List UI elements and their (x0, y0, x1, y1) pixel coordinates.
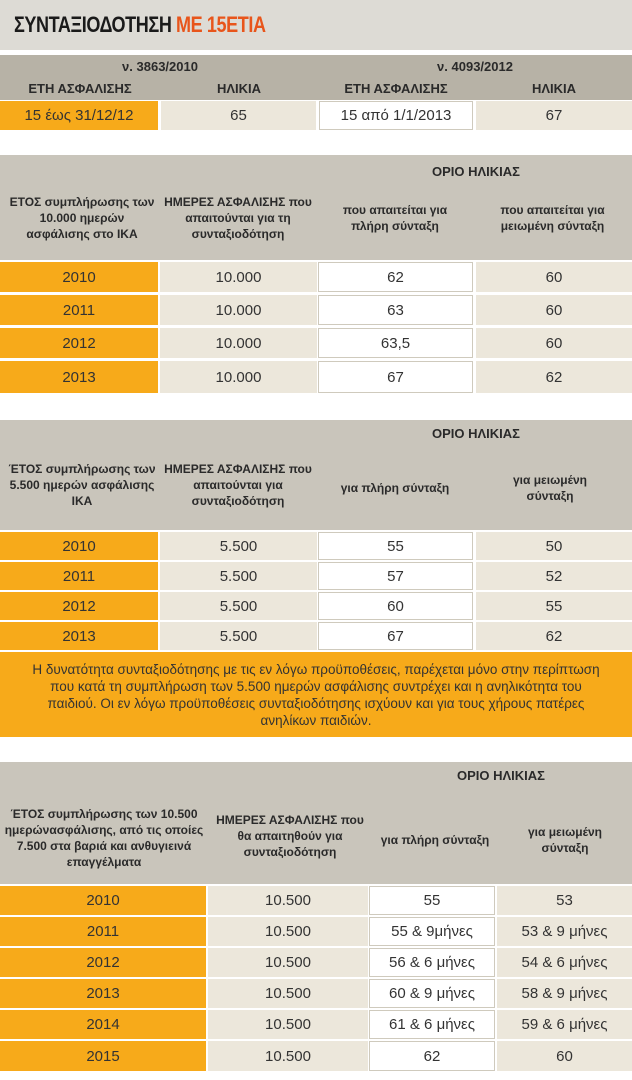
table4-reduced: 54 & 6 μήνες (497, 948, 632, 977)
table4-col-year: ΈΤΟΣ συμπλήρωσης των 10.500 ημερώνασφάλισης, από τις οποίες 7.500 στα βαριά και ανθυγιεινά επαγγέλματα (4, 807, 204, 869)
table3-reduced: 50 (476, 532, 632, 560)
table4-full: 61 & 6 μήνες (369, 1010, 495, 1039)
table1-col-years-left: ΕΤΗ ΑΣΦΑΛΙΣΗΣ (28, 81, 132, 96)
table4-days: 10.500 (208, 1010, 368, 1039)
table2-col-year: ΕΤΟΣ συμπλήρωσης των 10.000 ημερών ασφάλισης στο ΙΚΑ (9, 195, 155, 241)
table2-year: 2012 (0, 328, 158, 358)
table2-age-limit: ΟΡΙΟ ΗΛΙΚΙΑΣ (432, 164, 520, 179)
table2-full: 67 (318, 361, 473, 393)
table4-full: 55 (369, 886, 495, 915)
table1-col-years-right: ΕΤΗ ΑΣΦΑΛΙΣΗΣ (344, 81, 448, 96)
table3-note: Η δυνατότητα συνταξιοδότησης με τις εν λόγω προϋποθέσεις, παρέχεται μόνο στην περίπτωση που κατά τη συμπλήρωση των 5.500 ημερών ασφάλισης συντρέχει και η ανηλικότητα του παιδιού. Οι εν λόγω προϋποθέσεις συνταξιοδότησης ισχύουν και για τους χήρους πατέρες ανηλίκων παιδιών. (0, 652, 632, 737)
table1-law-left: ν. 3863/2010 (122, 59, 198, 74)
table3-days: 5.500 (160, 622, 317, 650)
table1-years-left: 15 έως 31/12/12 (0, 101, 158, 130)
table4-col-reduced: για μειωμένη σύνταξη (528, 825, 602, 855)
table3-col-days: ΗΜΕΡΕΣ ΑΣΦΑΛΙΣΗΣ που απαιτούνται για συνταξιοδότηση (164, 462, 312, 508)
table4-col-full: για πλήρη σύνταξη (380, 833, 490, 847)
table2-col-full: που απαιτείται για πλήρη σύνταξη (342, 203, 448, 233)
table4-year: 2012 (0, 948, 206, 977)
table3-col-year: ΈΤΟΣ συμπλήρωσης των 5.500 ημερών ασφάλισης ΙΚΑ (8, 462, 156, 508)
table2-reduced: 60 (476, 328, 632, 358)
table2-full: 63,5 (318, 328, 473, 358)
table2-year: 2010 (0, 262, 158, 292)
table2-reduced: 62 (476, 361, 632, 393)
title-accent: ΜΕ 15ΕΤΙΑ (176, 12, 266, 37)
table1-age-right: 67 (476, 101, 632, 130)
table1-law-right: ν. 4093/2012 (437, 59, 513, 74)
table1-col-age-left: ΗΛΙΚΙΑ (216, 81, 262, 96)
table2-days: 10.000 (160, 328, 317, 358)
table4-full: 60 & 9 μήνες (369, 979, 495, 1008)
table2-col-reduced: που απαιτείται για μειωμένη σύνταξη (500, 203, 605, 233)
table4-age-limit: ΟΡΙΟ ΗΛΙΚΙΑΣ (457, 768, 545, 783)
table3-col-full: για πλήρη σύνταξη (340, 481, 450, 495)
table3-reduced: 55 (476, 592, 632, 620)
table1-years-right: 15 από 1/1/2013 (319, 101, 473, 130)
table4-days: 10.500 (208, 979, 368, 1008)
table4-days: 10.500 (208, 948, 368, 977)
table2-days: 10.000 (160, 361, 317, 393)
table3-full: 67 (318, 622, 473, 650)
table3-days: 5.500 (160, 532, 317, 560)
table4-year: 2013 (0, 979, 206, 1008)
table3-col-reduced: για μειωμένη σύνταξη (513, 473, 587, 503)
table3-full: 55 (318, 532, 473, 560)
table2-full: 63 (318, 295, 473, 325)
table3-reduced: 52 (476, 562, 632, 590)
table2-year: 2013 (0, 361, 158, 393)
table2-reduced: 60 (476, 262, 632, 292)
table2-year: 2011 (0, 295, 158, 325)
table3-reduced: 62 (476, 622, 632, 650)
table3-age-limit: ΟΡΙΟ ΗΛΙΚΙΑΣ (432, 426, 520, 441)
table4-days: 10.500 (208, 917, 368, 946)
table2-days: 10.000 (160, 262, 317, 292)
table4-col-days: ΗΜΕΡΕΣ ΑΣΦΑΛΙΣΗΣ που θα απαιτηθούν για συνταξιοδότηση (216, 813, 364, 859)
table2-days: 10.000 (160, 295, 317, 325)
table4-reduced: 53 (497, 886, 632, 915)
table4-year: 2010 (0, 886, 206, 915)
table3-full: 60 (318, 592, 473, 620)
table3-days: 5.500 (160, 562, 317, 590)
table4-year: 2015 (0, 1041, 206, 1071)
table4-reduced: 60 (497, 1041, 632, 1071)
table3-year: 2010 (0, 532, 158, 560)
table3-year: 2012 (0, 592, 158, 620)
table4-year: 2014 (0, 1010, 206, 1039)
table4-reduced: 58 & 9 μήνες (497, 979, 632, 1008)
table4-full: 56 & 6 μήνες (369, 948, 495, 977)
table4-reduced: 59 & 6 μήνες (497, 1010, 632, 1039)
table4-days: 10.500 (208, 886, 368, 915)
table4-full: 55 & 9μήνες (369, 917, 495, 946)
table2-reduced: 60 (476, 295, 632, 325)
table3-full: 57 (318, 562, 473, 590)
table3-year: 2011 (0, 562, 158, 590)
table4-reduced: 53 & 9 μήνες (497, 917, 632, 946)
table1-col-age-right: ΗΛΙΚΙΑ (531, 81, 577, 96)
table3-days: 5.500 (160, 592, 317, 620)
table1-age-left: 65 (161, 101, 316, 130)
table4-days: 10.500 (208, 1041, 368, 1071)
table4-full: 62 (369, 1041, 495, 1071)
page-title (14, 12, 266, 38)
table2-col-days: ΗΜΕΡΕΣ ΑΣΦΑΛΙΣΗΣ που απαιτούνται για τη συνταξιοδότηση (164, 195, 312, 241)
table2-full: 62 (318, 262, 473, 292)
table4-year: 2011 (0, 917, 206, 946)
table3-year: 2013 (0, 622, 158, 650)
title-main: ΣΥΝΤΑΞΙΟΔΟΤΗΣΗ (14, 12, 172, 37)
